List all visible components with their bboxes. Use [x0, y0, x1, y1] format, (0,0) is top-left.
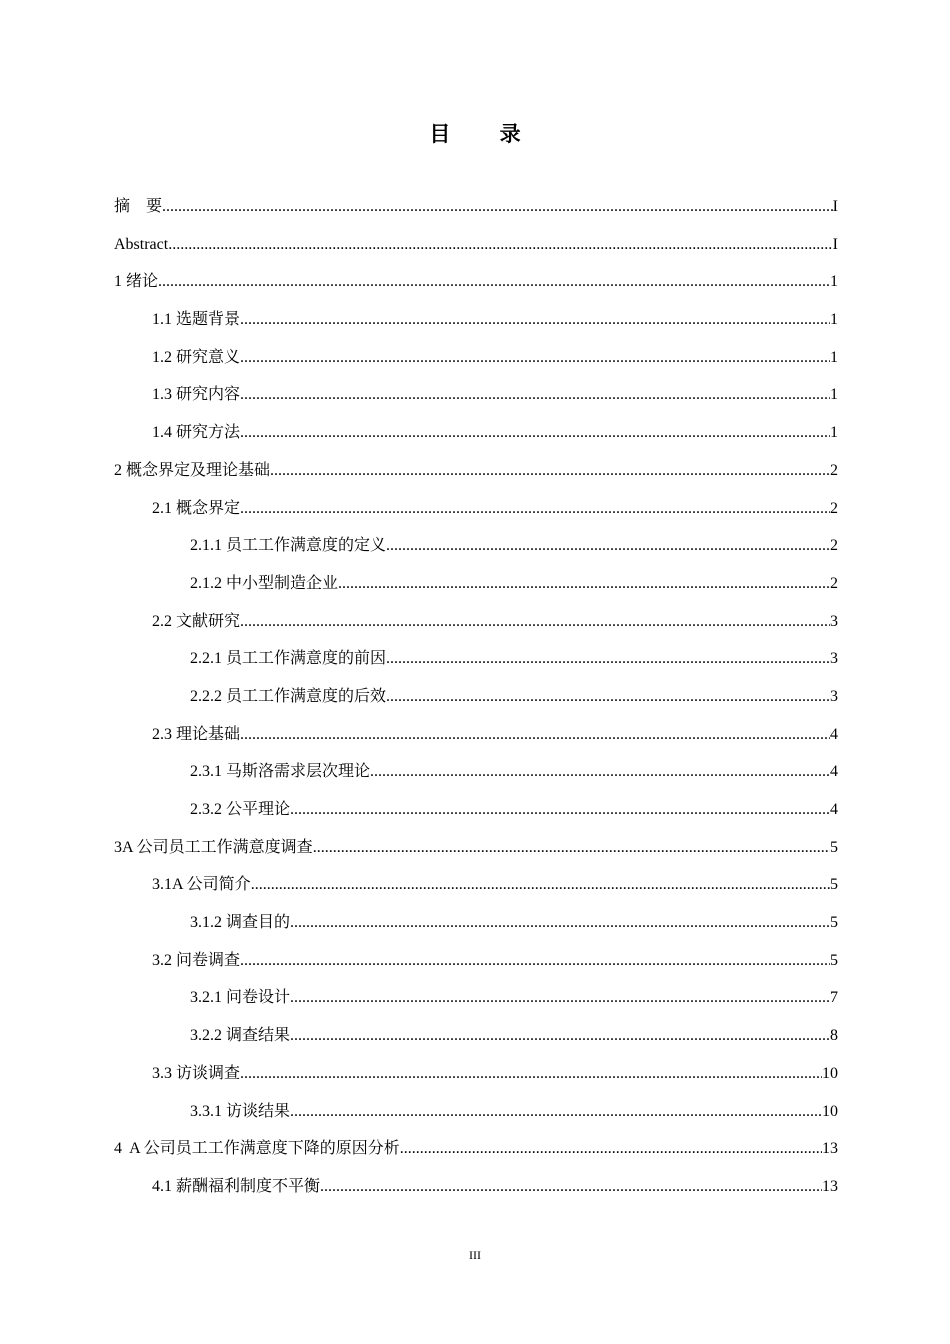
toc-entry-page: 5	[830, 914, 838, 932]
page-number: III	[469, 1248, 481, 1262]
toc-dot-leader	[162, 188, 833, 226]
toc-entry-label: 4 A 公司员工工作满意度下降的原因分析	[114, 1140, 400, 1158]
toc-entry[interactable]	[114, 414, 838, 452]
toc-entry-page: 2	[830, 499, 838, 517]
toc-entry[interactable]	[114, 942, 838, 980]
toc-entry[interactable]	[114, 1093, 838, 1131]
toc-entry-page: 2	[830, 537, 838, 555]
toc-entry-page: 5	[830, 838, 838, 856]
toc-entry-label: 2.2.1 员工工作满意度的前因	[190, 650, 387, 668]
toc-entry-label: 1 绪论	[114, 273, 159, 291]
toc-entry-label: 3.1A 公司简介	[152, 876, 251, 894]
toc-entry-label: 1.3 研究内容	[152, 386, 241, 404]
toc-entry[interactable]	[114, 866, 838, 904]
toc-entry[interactable]	[114, 301, 838, 339]
toc-entry[interactable]	[114, 339, 838, 377]
toc-entry-page: 1	[830, 273, 838, 291]
toc-entry-page: 5	[830, 876, 838, 894]
toc-entry-label: 2.3.2 公平理论	[190, 801, 291, 818]
toc-entry-label: 3.2.1 问卷设计	[190, 989, 291, 1007]
toc-entry-page: 2	[830, 574, 838, 592]
toc-entry[interactable]	[114, 1055, 838, 1093]
toc-entry-page: 13	[822, 1140, 838, 1158]
toc-entry-page: 10	[822, 1102, 838, 1120]
toc-entry-label: 2 概念界定及理论基础	[114, 461, 271, 479]
toc-entry-label: 2.3 理论基础	[152, 725, 241, 743]
toc-dot-leader	[168, 226, 832, 264]
toc-entry-page: 4	[830, 801, 838, 818]
toc-entry-page: 8	[830, 1027, 838, 1045]
toc-dot-leader	[158, 263, 830, 301]
toc-entry-page: 3	[830, 687, 838, 705]
toc-entry-page: 1	[830, 424, 838, 442]
toc-entry-page: 2	[830, 461, 838, 479]
toc-entry-page: 1	[830, 348, 838, 366]
toc-dot-leader	[320, 1168, 822, 1206]
toc-entry-page: 5	[830, 951, 838, 969]
toc-dot-leader	[400, 1130, 822, 1168]
toc-entry[interactable]	[114, 188, 838, 226]
toc-dot-leader	[270, 452, 830, 490]
toc-entry[interactable]	[114, 791, 838, 829]
toc-dot-leader	[240, 376, 830, 414]
toc-dot-leader	[386, 527, 830, 565]
toc-entry[interactable]	[114, 678, 838, 716]
toc-entry[interactable]	[114, 1017, 838, 1055]
toc-entry[interactable]	[114, 979, 838, 1017]
toc-entry-label: 摘 要	[114, 198, 163, 215]
page-title: 目 录	[429, 122, 543, 146]
toc-dot-leader	[370, 753, 830, 791]
toc-dot-leader	[386, 640, 830, 678]
toc-dot-leader	[240, 942, 830, 980]
toc-entry-page: 1	[830, 311, 838, 329]
toc-entry-label: Abstract	[114, 235, 169, 253]
toc-entry-label: 1.4 研究方法	[152, 424, 241, 442]
toc-entry-page: 4	[830, 763, 838, 781]
toc-entry[interactable]	[114, 1168, 838, 1206]
toc-dot-leader	[313, 829, 830, 867]
toc-entry-label: 3.3 访谈调查	[152, 1064, 241, 1082]
toc-entry-label: 2.2.2 员工工作满意度的后效	[190, 687, 387, 705]
toc-entry-label: 1.1 选题背景	[152, 311, 241, 329]
toc-dot-leader	[290, 791, 830, 829]
toc-entry-label: 1.2 研究意义	[152, 348, 241, 366]
toc-entry[interactable]	[114, 829, 838, 867]
toc-entry-page: 10	[822, 1064, 838, 1082]
toc-dot-leader	[240, 1055, 822, 1093]
toc-entry-label: 2.3.1 马斯洛需求层次理论	[190, 763, 371, 781]
toc-entry-label: 3A 公司员工工作满意度调查	[114, 838, 313, 856]
toc-entry-label: 3.3.1 访谈结果	[190, 1102, 291, 1120]
toc-entry-label: 2.1 概念界定	[152, 499, 241, 517]
toc-entry[interactable]	[114, 263, 838, 301]
toc-dot-leader	[290, 1017, 830, 1055]
toc-entry[interactable]	[114, 716, 838, 754]
toc-entry[interactable]	[114, 603, 838, 641]
toc-dot-leader	[290, 904, 830, 942]
toc-entry-label: 2.2 文献研究	[152, 612, 241, 630]
toc-entry[interactable]	[114, 226, 838, 264]
toc-entry-label: 4.1 薪酬福利制度不平衡	[152, 1177, 321, 1195]
toc-entry-label: 3.2.2 调查结果	[190, 1027, 291, 1045]
toc-entry-page: 7	[830, 989, 838, 1007]
toc-dot-leader	[290, 979, 830, 1017]
toc-entry-label: 3.1.2 调查目的	[190, 914, 291, 932]
toc-entry[interactable]	[114, 376, 838, 414]
toc-dot-leader	[240, 716, 830, 754]
toc-entry-label: 3.2 问卷调查	[152, 951, 241, 969]
toc-entry-page: 13	[822, 1177, 838, 1195]
toc-entry-page: 3	[830, 650, 838, 668]
toc-entry[interactable]	[114, 640, 838, 678]
toc-dot-leader	[251, 866, 830, 904]
toc-entry[interactable]	[114, 904, 838, 942]
toc-entry-page: 1	[830, 386, 838, 404]
toc-dot-leader	[386, 678, 830, 716]
toc-dot-leader	[240, 414, 830, 452]
toc-dot-leader	[240, 301, 830, 339]
toc-entry-page: 3	[830, 612, 838, 630]
toc-entry[interactable]	[114, 565, 838, 603]
toc-entry[interactable]	[114, 527, 838, 565]
toc-dot-leader	[240, 603, 830, 641]
toc-entry-page: I	[832, 198, 838, 215]
toc-entry-label: 2.1.2 中小型制造企业	[190, 574, 339, 592]
toc-dot-leader	[240, 490, 830, 528]
toc-dot-leader	[338, 565, 830, 603]
toc-entry-page: I	[832, 235, 838, 253]
toc-entry[interactable]	[114, 490, 838, 528]
toc-entry[interactable]	[114, 452, 838, 490]
toc-dot-leader	[240, 339, 830, 377]
toc-entry[interactable]	[114, 753, 838, 791]
toc-entry-label: 2.1.1 员工工作满意度的定义	[190, 537, 387, 555]
toc-entry-page: 4	[830, 725, 838, 743]
toc-dot-leader	[290, 1093, 822, 1131]
toc-entry[interactable]	[114, 1130, 838, 1168]
table-of-contents	[114, 188, 838, 1206]
